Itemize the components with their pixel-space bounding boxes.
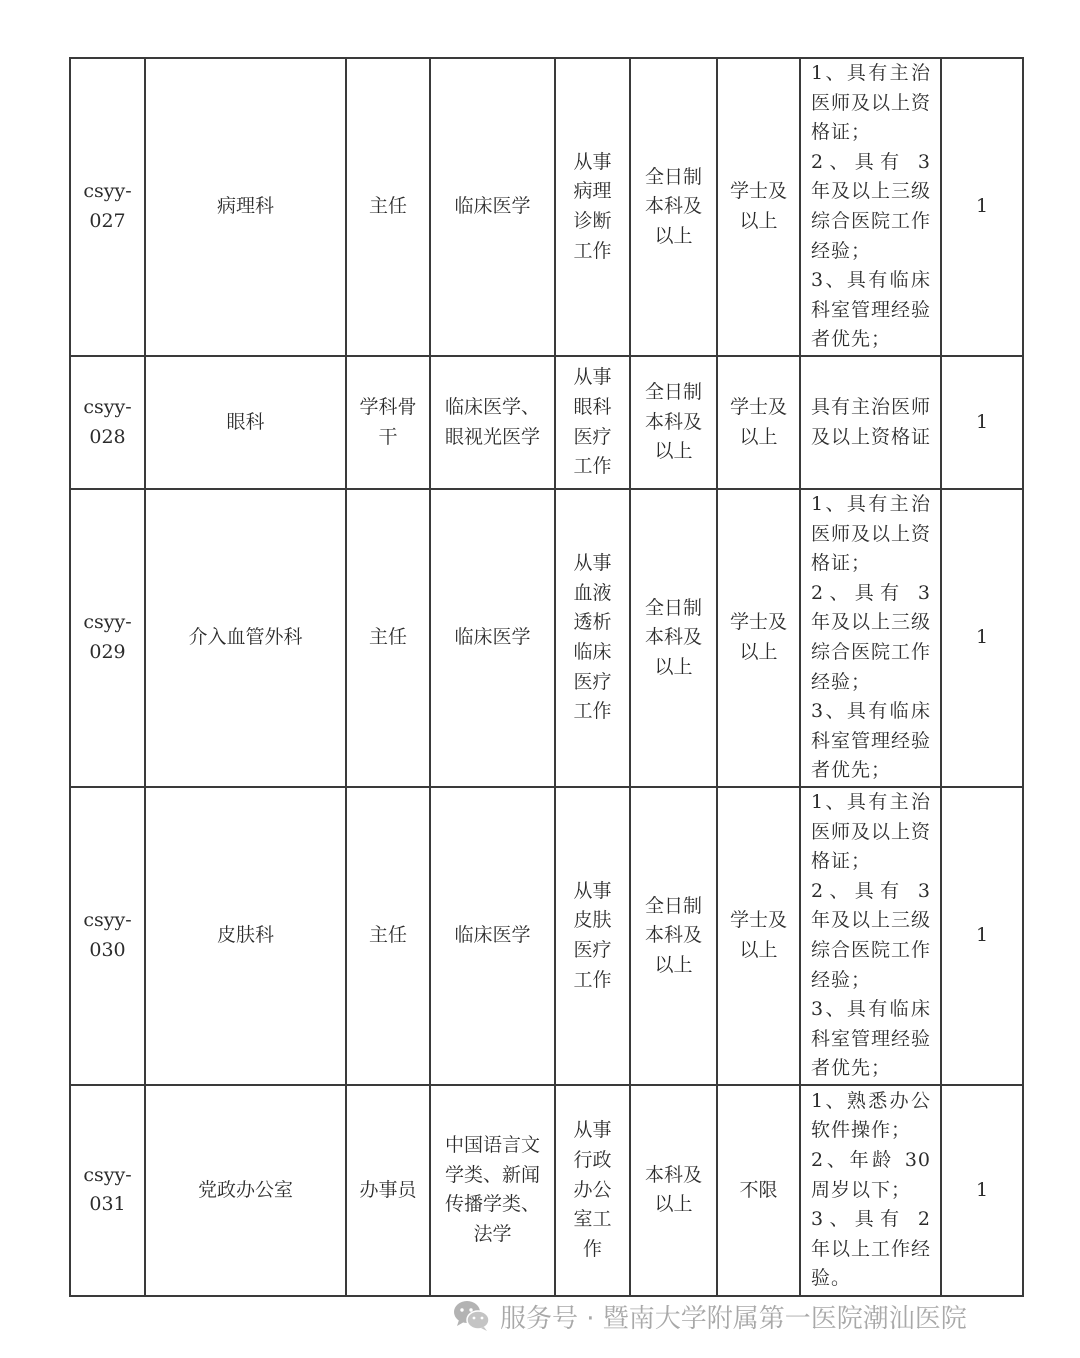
wechat-icon <box>452 1299 492 1333</box>
work-content-cell <box>555 489 630 787</box>
major-cell <box>430 489 555 787</box>
major-cell <box>430 356 555 489</box>
headcount-cell-text: 1 <box>975 195 989 218</box>
table-row <box>70 787 1023 1085</box>
job-code-cell <box>70 356 145 489</box>
job-code-cell-text: csyy- 031 <box>83 1163 132 1216</box>
requirements-cell-text: 1、具有主治医师及以上资格证； 2、具有 3 年及以上三级综合医院工作经验； 3、具有临床科室管理经验者优先； <box>811 790 932 1080</box>
position-cell <box>346 787 430 1085</box>
headcount-cell-text: 1 <box>975 924 989 947</box>
major-cell-text: 临床医学 <box>454 924 531 947</box>
department-cell <box>145 489 346 787</box>
job-code-cell-text: csyy- 028 <box>83 395 132 448</box>
work-content-cell <box>555 58 630 356</box>
job-code-cell-text: csyy- 030 <box>83 909 132 961</box>
headcount-cell <box>941 787 1023 1085</box>
requirements-cell-text: 1、熟悉办公软件操作； 2、年龄 30 周岁以下； 3、具有 2 年以上工作经验。 <box>811 1089 932 1290</box>
position-cell-text: 办事员 <box>359 1178 417 1201</box>
position-cell-text: 学科骨 干 <box>359 395 417 448</box>
degree-cell-text: 学士及 以上 <box>729 395 787 448</box>
headcount-cell-text: 1 <box>975 626 989 649</box>
education-cell <box>630 356 717 489</box>
department-cell <box>145 787 346 1085</box>
position-cell <box>346 58 430 356</box>
education-cell-text: 全日制 本科及 以上 <box>644 894 702 976</box>
major-cell <box>430 58 555 356</box>
department-cell-text: 眼科 <box>226 410 265 433</box>
major-cell <box>430 787 555 1085</box>
degree-cell-text: 学士及 以上 <box>729 180 787 232</box>
degree-cell <box>717 58 800 356</box>
position-cell-text: 主任 <box>368 924 407 947</box>
job-code-cell <box>70 58 145 356</box>
table-row <box>70 356 1023 489</box>
position-cell-text: 主任 <box>368 195 407 218</box>
work-content-cell-text: 从事 皮肤 医疗 工作 <box>573 879 612 991</box>
job-code-cell <box>70 489 145 787</box>
work-content-cell <box>555 1085 630 1296</box>
major-cell <box>430 1085 555 1296</box>
requirements-cell <box>800 1085 941 1296</box>
department-cell-text: 病理科 <box>216 195 274 218</box>
headcount-cell-text: 1 <box>975 1178 989 1201</box>
job-code-cell <box>70 1085 145 1296</box>
job-code-cell <box>70 787 145 1085</box>
work-content-cell-text: 从事 眼科 医疗 工作 <box>573 366 612 478</box>
watermark-text: 服务号 · 暨南大学附属第一医院潮汕医院 <box>500 1303 967 1334</box>
headcount-cell-text: 1 <box>975 410 989 433</box>
education-cell <box>630 58 717 356</box>
position-cell <box>346 356 430 489</box>
education-cell-text: 全日制 本科及 以上 <box>644 596 702 678</box>
position-cell-text: 主任 <box>368 626 407 649</box>
table-row <box>70 489 1023 787</box>
position-cell <box>346 489 430 787</box>
job-code-cell-text: csyy- 029 <box>83 611 132 663</box>
job-table <box>69 57 1024 1297</box>
work-content-cell <box>555 787 630 1085</box>
table-row <box>70 1085 1023 1296</box>
major-cell-text: 临床医学、 眼视光医学 <box>444 395 540 448</box>
department-cell <box>145 58 346 356</box>
education-cell <box>630 1085 717 1296</box>
education-cell <box>630 787 717 1085</box>
requirements-cell-text: 1、具有主治医师及以上资格证； 2、具有 3 年及以上三级综合医院工作经验； 3、具有临床科室管理经验者优先； <box>811 62 932 351</box>
education-cell-text: 本科及 以上 <box>644 1163 702 1216</box>
headcount-cell <box>941 58 1023 356</box>
headcount-cell <box>941 489 1023 787</box>
requirements-cell <box>800 356 941 489</box>
degree-cell <box>717 787 800 1085</box>
education-cell-text: 全日制 本科及 以上 <box>644 165 702 247</box>
headcount-cell <box>941 356 1023 489</box>
degree-cell-text: 学士及 以上 <box>729 611 787 663</box>
department-cell-text: 皮肤科 <box>216 924 274 947</box>
major-cell-text: 临床医学 <box>454 626 531 649</box>
degree-cell <box>717 1085 800 1296</box>
department-cell-text: 党政办公室 <box>197 1178 293 1201</box>
table-row <box>70 58 1023 356</box>
department-cell <box>145 1085 346 1296</box>
major-cell-text: 临床医学 <box>454 195 531 218</box>
watermark <box>452 1296 967 1336</box>
work-content-cell <box>555 356 630 489</box>
headcount-cell <box>941 1085 1023 1296</box>
position-cell <box>346 1085 430 1296</box>
department-cell-text: 介入血管外科 <box>188 626 303 649</box>
degree-cell <box>717 489 800 787</box>
work-content-cell-text: 从事 行政 办公 室工 作 <box>573 1119 612 1260</box>
major-cell-text: 中国语言文 学类、新闻 传播学类、 法学 <box>444 1134 540 1245</box>
requirements-cell <box>800 489 941 787</box>
work-content-cell-text: 从事 病理 诊断 工作 <box>573 150 612 262</box>
requirements-cell <box>800 787 941 1085</box>
requirements-cell <box>800 58 941 356</box>
degree-cell <box>717 356 800 489</box>
requirements-cell-text: 1、具有主治医师及以上资格证； 2、具有 3 年及以上三级综合医院工作经验； 3、具有临床科室管理经验者优先； <box>811 493 932 782</box>
education-cell-text: 全日制 本科及 以上 <box>644 381 702 463</box>
education-cell <box>630 489 717 787</box>
requirements-cell-text: 具有主治医师及以上资格证 <box>811 395 932 448</box>
work-content-cell-text: 从事 血液 透析 临床 医疗 工作 <box>573 552 612 723</box>
degree-cell-text: 不限 <box>739 1178 778 1201</box>
degree-cell-text: 学士及 以上 <box>729 909 787 961</box>
job-code-cell-text: csyy- 027 <box>83 180 132 232</box>
department-cell <box>145 356 346 489</box>
